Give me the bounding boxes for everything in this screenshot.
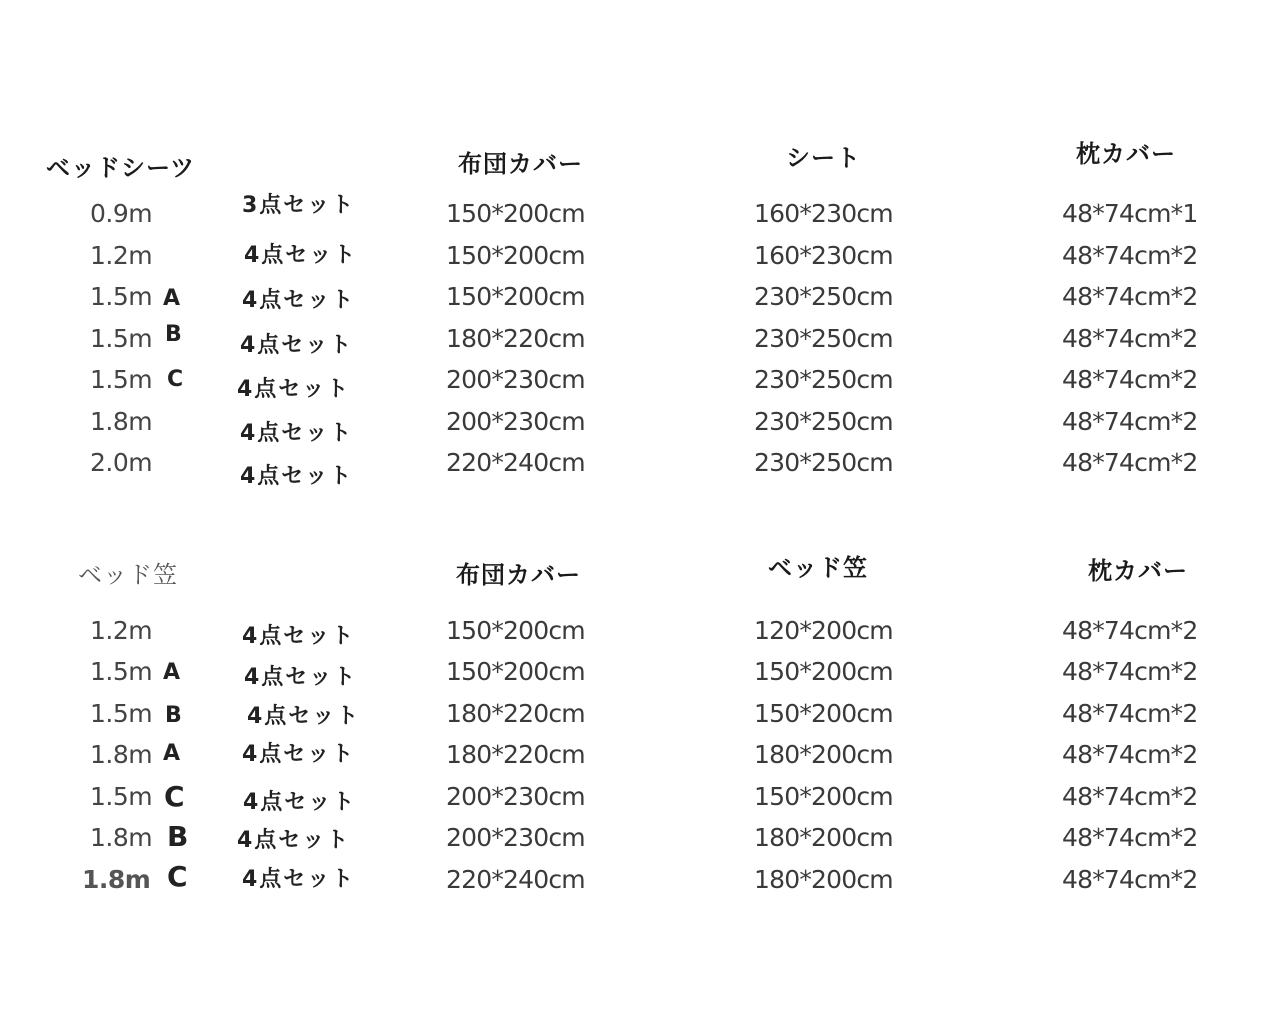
row-set-label: 4点セット bbox=[243, 790, 357, 815]
row-skirt-size: 150*200cm bbox=[754, 657, 893, 686]
row-set-label: 4点セット bbox=[237, 377, 351, 402]
row-size: 1.2m bbox=[90, 616, 153, 645]
header-duvet-cover: 布団カバー bbox=[456, 561, 581, 589]
header-pillow-cover: 枕カバー bbox=[1076, 140, 1176, 168]
row-set-label: 4点セット bbox=[240, 421, 354, 446]
row-set-label: 4点セット bbox=[242, 624, 356, 649]
row-skirt-size: 120*200cm bbox=[754, 616, 893, 645]
row-variant: C bbox=[167, 367, 184, 392]
row-skirt-size: 180*200cm bbox=[754, 823, 893, 852]
row-variant: A bbox=[163, 741, 181, 766]
row-sheet-size: 230*250cm bbox=[754, 407, 893, 436]
row-pillow-size: 48*74cm*2 bbox=[1062, 282, 1198, 311]
row-duvet-size: 150*200cm bbox=[446, 199, 585, 228]
header-bed-skirt: ベッド笠 bbox=[768, 554, 868, 582]
row-set-label: 3点セット bbox=[242, 193, 356, 218]
row-pillow-size: 48*74cm*2 bbox=[1062, 699, 1198, 728]
row-variant: C bbox=[167, 860, 188, 893]
row-size: 1.8m bbox=[90, 740, 153, 769]
row-duvet-size: 150*200cm bbox=[446, 616, 585, 645]
row-set-label: 4点セット bbox=[244, 665, 358, 690]
row-sheet-size: 160*230cm bbox=[754, 199, 893, 228]
row-variant: B bbox=[167, 820, 189, 853]
header-product: ベッドシーツ bbox=[46, 154, 196, 182]
row-duvet-size: 220*240cm bbox=[446, 448, 585, 477]
row-set-label: 4点セット bbox=[242, 288, 356, 313]
row-skirt-size: 180*200cm bbox=[754, 865, 893, 894]
row-duvet-size: 150*200cm bbox=[446, 282, 585, 311]
row-size: 1.5m bbox=[90, 657, 153, 686]
row-set-label: 4点セット bbox=[247, 704, 361, 729]
row-duvet-size: 200*230cm bbox=[446, 823, 585, 852]
row-sheet-size: 230*250cm bbox=[754, 282, 893, 311]
row-set-label: 4点セット bbox=[237, 828, 351, 853]
row-skirt-size: 150*200cm bbox=[754, 699, 893, 728]
row-duvet-size: 180*220cm bbox=[446, 699, 585, 728]
row-pillow-size: 48*74cm*1 bbox=[1062, 199, 1198, 228]
row-pillow-size: 48*74cm*2 bbox=[1062, 407, 1198, 436]
row-size: 2.0m bbox=[90, 448, 153, 477]
row-size: 1.5m bbox=[90, 282, 153, 311]
row-variant: B bbox=[165, 703, 182, 728]
row-duvet-size: 150*200cm bbox=[446, 241, 585, 270]
row-set-label: 4点セット bbox=[240, 464, 354, 489]
row-size: 1.5m bbox=[90, 699, 153, 728]
header-sheet: シート bbox=[786, 144, 861, 172]
row-size: 0.9m bbox=[90, 199, 153, 228]
row-sheet-size: 230*250cm bbox=[754, 448, 893, 477]
row-set-label: 4点セット bbox=[242, 742, 356, 767]
row-pillow-size: 48*74cm*2 bbox=[1062, 865, 1198, 894]
row-pillow-size: 48*74cm*2 bbox=[1062, 616, 1198, 645]
row-pillow-size: 48*74cm*2 bbox=[1062, 324, 1198, 353]
row-size: 1.2m bbox=[90, 241, 153, 270]
row-duvet-size: 220*240cm bbox=[446, 865, 585, 894]
row-duvet-size: 150*200cm bbox=[446, 657, 585, 686]
row-size: 1.5m bbox=[90, 782, 153, 811]
row-variant: B bbox=[165, 322, 182, 347]
row-size: 1.8m bbox=[90, 407, 153, 436]
row-set-label: 4点セット bbox=[244, 243, 358, 268]
header-pillow-cover: 枕カバー bbox=[1088, 557, 1188, 585]
row-variant: C bbox=[164, 780, 185, 813]
row-size: 1.8m bbox=[90, 823, 153, 852]
row-size: 1.8m bbox=[82, 865, 151, 894]
row-pillow-size: 48*74cm*2 bbox=[1062, 782, 1198, 811]
row-pillow-size: 48*74cm*2 bbox=[1062, 823, 1198, 852]
header-duvet-cover: 布団カバー bbox=[458, 150, 583, 178]
row-sheet-size: 230*250cm bbox=[754, 324, 893, 353]
row-duvet-size: 180*220cm bbox=[446, 740, 585, 769]
row-pillow-size: 48*74cm*2 bbox=[1062, 740, 1198, 769]
row-duvet-size: 200*230cm bbox=[446, 365, 585, 394]
row-set-label: 4点セット bbox=[242, 867, 356, 892]
row-duvet-size: 200*230cm bbox=[446, 407, 585, 436]
row-pillow-size: 48*74cm*2 bbox=[1062, 365, 1198, 394]
row-variant: A bbox=[163, 286, 181, 311]
row-pillow-size: 48*74cm*2 bbox=[1062, 448, 1198, 477]
row-duvet-size: 180*220cm bbox=[446, 324, 585, 353]
row-pillow-size: 48*74cm*2 bbox=[1062, 241, 1198, 270]
header-product: ベッド笠 bbox=[78, 561, 178, 589]
row-pillow-size: 48*74cm*2 bbox=[1062, 657, 1198, 686]
row-skirt-size: 180*200cm bbox=[754, 740, 893, 769]
row-variant: A bbox=[163, 660, 181, 685]
row-duvet-size: 200*230cm bbox=[446, 782, 585, 811]
row-sheet-size: 230*250cm bbox=[754, 365, 893, 394]
row-size: 1.5m bbox=[90, 324, 153, 353]
row-skirt-size: 150*200cm bbox=[754, 782, 893, 811]
row-sheet-size: 160*230cm bbox=[754, 241, 893, 270]
row-size: 1.5m bbox=[90, 365, 153, 394]
row-set-label: 4点セット bbox=[240, 333, 354, 358]
